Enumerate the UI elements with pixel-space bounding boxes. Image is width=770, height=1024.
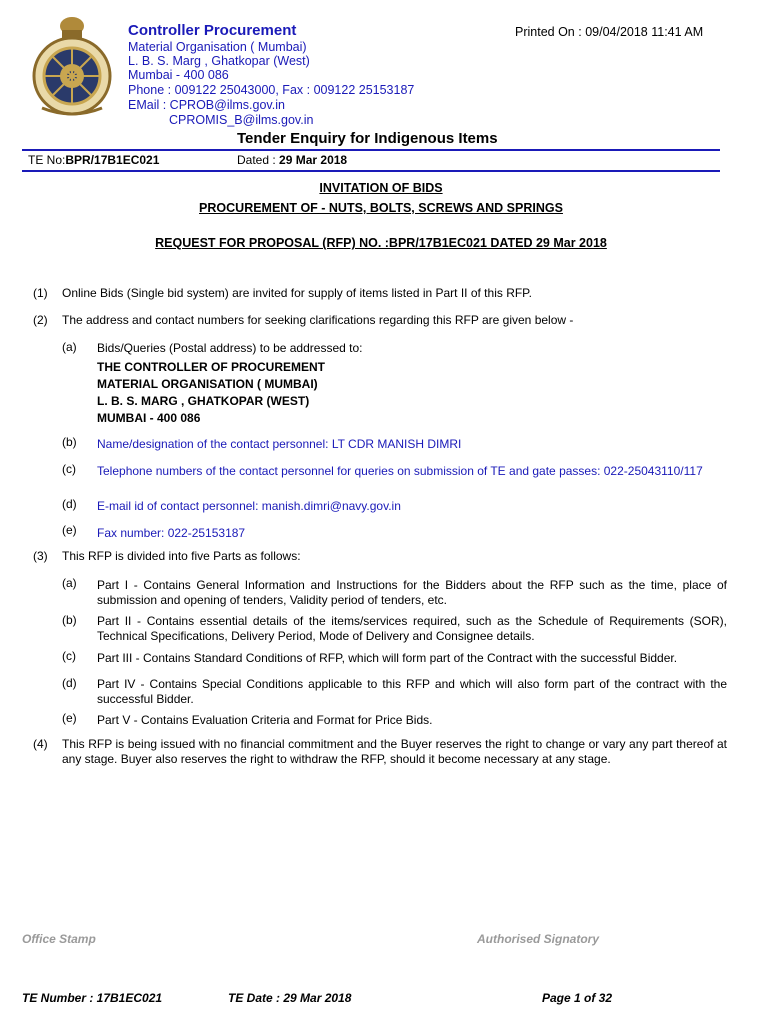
tender-title: Tender Enquiry for Indigenous Items [237,130,498,147]
para-3: This RFP is divided into five Parts as follows: [62,549,301,563]
para-3a: Part I - Contains General Information and Instructions for the Bidders about the RFP such as the time, place of submission and opening of tenders, Validity period of tenders, etc. [97,578,727,607]
office-stamp: Office Stamp [22,932,96,946]
sub-number: (e) [62,523,77,537]
te-no-value: BPR/17B1EC021 [65,153,160,167]
header-rule-bottom [22,170,720,172]
address-block-line: MATERIAL ORGANISATION ( MUMBAI) [97,377,318,391]
sub-number: (e) [62,711,77,725]
phone-fax-line: Phone : 009122 25043000, Fax : 009122 25153187 [128,83,415,97]
heading-procurement: PROCUREMENT OF - NUTS, BOLTS, SCREWS AND SPRINGS [199,201,563,215]
footer-te-date: TE Date : 29 Mar 2018 [228,991,352,1005]
navy-crest-icon [28,12,116,122]
para-3c: Part III - Contains Standard Conditions of RFP, which will form part of the Contract with the successful Bidder. [97,651,678,665]
sub-number: (d) [62,676,77,690]
para-2e-fax: Fax number: 022-25153187 [97,526,246,540]
sub-number: (c) [62,462,76,476]
te-no [28,153,159,167]
address-line: L. B. S. Marg , Ghatkopar (West) [128,54,310,68]
sub-number: (a) [62,576,77,590]
address-line: Mumbai - 400 086 [128,68,229,82]
dated-label: Dated : [237,153,276,167]
para-number: (4) [33,737,48,751]
address-block-line: L. B. S. MARG , GHATKOPAR (WEST) [97,394,310,408]
sub-number: (a) [62,340,77,354]
para-2a: Bids/Queries (Postal address) to be addressed to: [97,341,363,355]
para-1: Online Bids (Single bid system) are invited for supply of items listed in Part II of this RFP. [62,286,532,300]
sub-number: (b) [62,435,77,449]
address-block-line: THE CONTROLLER OF PROCUREMENT [97,360,325,374]
para-number: (2) [33,313,48,327]
para-2c-telephone: Telephone numbers of the contact personnel for queries on submission of TE and gate passes: 022-25043110/117 [97,464,703,478]
para-number: (3) [33,549,48,563]
printed-label: Printed On : [515,25,582,39]
heading-rfp: REQUEST FOR PROPOSAL (RFP) NO. :BPR/17B1EC021 DATED 29 Mar 2018 [155,236,607,250]
para-3d: Part IV - Contains Special Conditions applicable to this RFP and which will also form part of the contract with the successful Bidder. [97,677,727,706]
para-2d-email: E-mail id of contact personnel: manish.dimri@navy.gov.in [97,499,401,513]
sub-number: (c) [62,649,76,663]
te-dated [237,153,347,167]
para-2b-contact-name: Name/designation of the contact personnel: LT CDR MANISH DIMRI [97,437,462,451]
email-line-2: CPROMIS_B@ilms.gov.in [169,113,314,127]
footer-te-number: TE Number : 17B1EC021 [22,991,163,1005]
dated-value: 29 Mar 2018 [279,153,348,167]
footer-page-number: Page 1 of 32 [542,991,613,1005]
sub-number: (b) [62,613,77,627]
printed-on [515,25,703,39]
para-3b: Part II - Contains essential details of the items/services required, such as the Schedule of Requirements (SOR), Technical Specifications, Delivery Period, Mode of Delivery and Consignee details. [97,614,727,643]
org-title: Controller Procurement [128,22,297,39]
para-number: (1) [33,286,48,300]
email-line: EMail : CPROB@ilms.gov.in [128,98,285,112]
te-no-label: TE No: [28,153,66,167]
header-rule-top [22,149,720,151]
address-line: Material Organisation ( Mumbai) [128,40,307,54]
para-3e: Part V - Contains Evaluation Criteria and Format for Price Bids. [97,713,433,727]
printed-value: 09/04/2018 11:41 AM [585,25,704,39]
sub-number: (d) [62,497,77,511]
authorised-signatory: Authorised Signatory [477,932,600,946]
heading-invitation: INVITATION OF BIDS [319,181,443,195]
para-4: This RFP is being issued with no financial commitment and the Buyer reserves the right to change or vary any part thereof at any stage. Buyer also reserves the right to withdraw the RFP, should it become necessary at any stage. [62,737,727,766]
para-2: The address and contact numbers for seeking clarifications regarding this RFP are given below - [62,313,574,327]
address-block-line: MUMBAI - 400 086 [97,411,201,425]
